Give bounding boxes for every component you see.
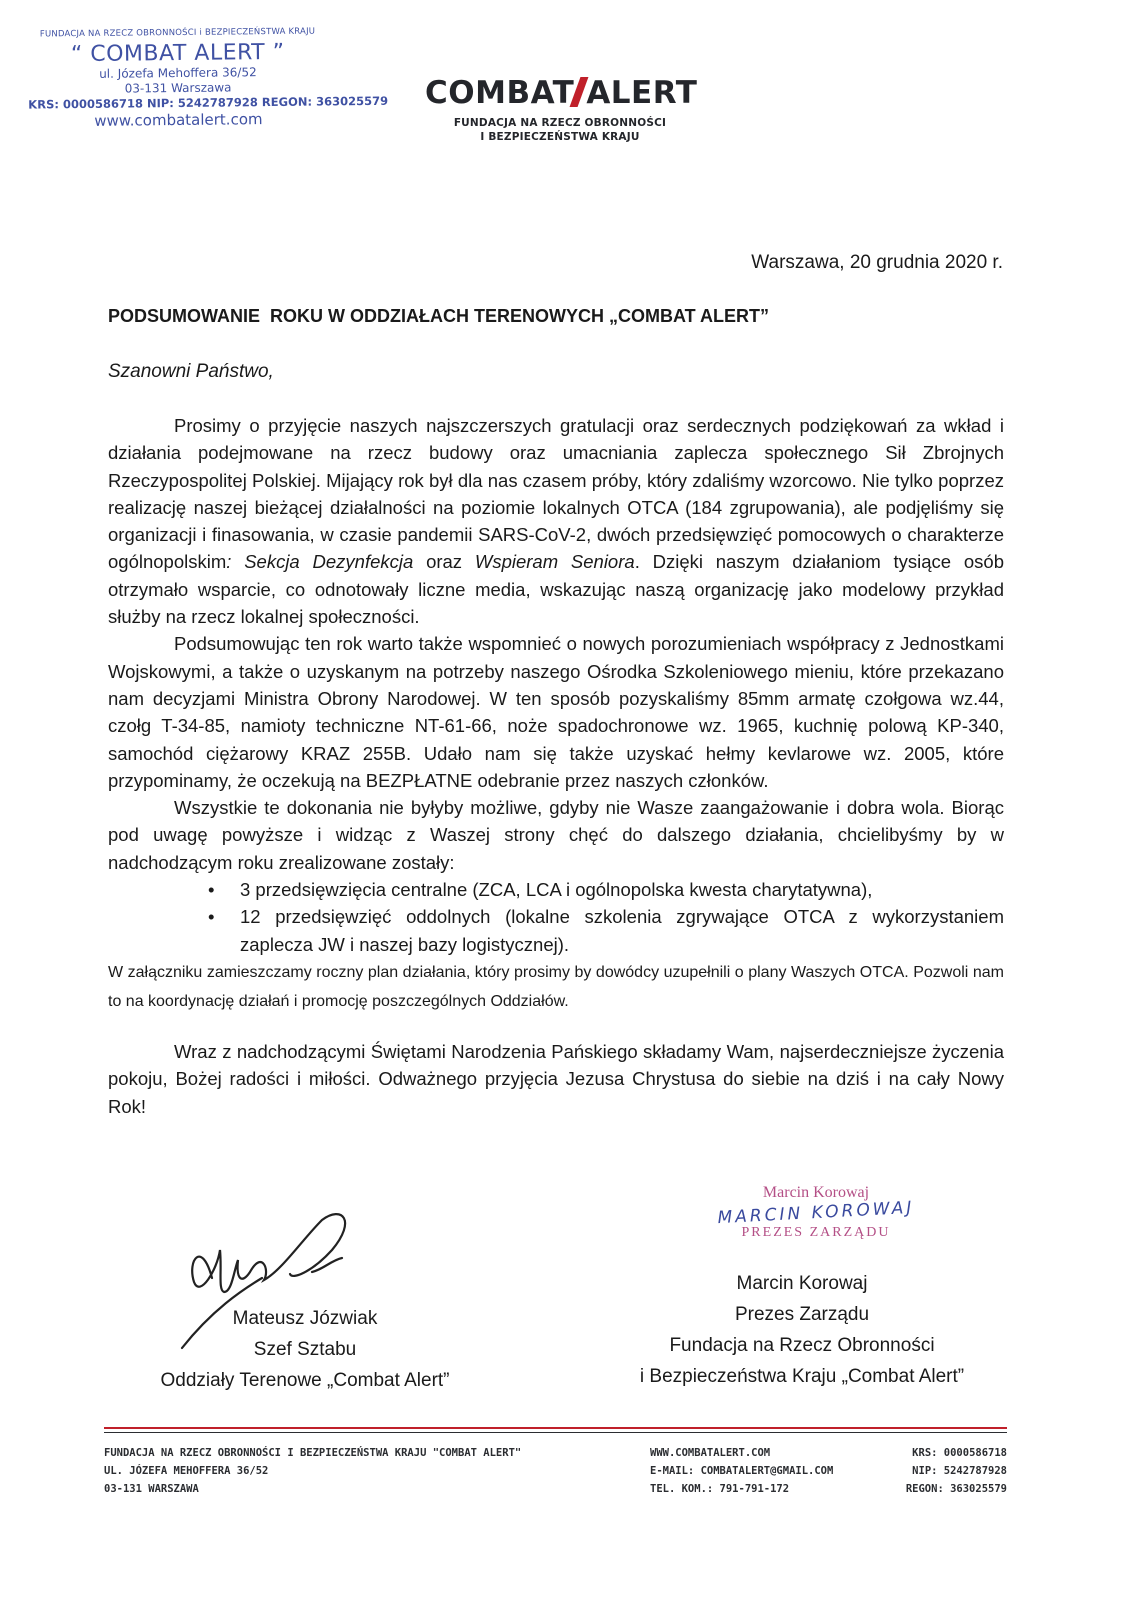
paragraph-1-emphasis-2: Wspieram Seniora: [474, 551, 635, 573]
footer-left-line: UL. JÓZEFA MEHOFFERA 36/52: [104, 1465, 269, 1477]
logo-word-right: ALERT: [586, 75, 698, 111]
paragraph-1-emphasis-1: : Sekcja Dezynfekcja: [226, 551, 414, 573]
footer-address: [104, 1444, 521, 1498]
stamp-name: “ COMBAT ALERT ”: [70, 39, 285, 68]
plan-list: [108, 876, 1004, 958]
paragraph-4: W załączniku zamieszczamy roczny plan działania, który prosimy by dowódcy uzupełnili o plany Waszych OTCA. Pozwoli nam to na koordynację działań i promocję poszczególnych Oddziałów.: [108, 963, 1004, 1010]
logo-word-left: COMBAT: [425, 75, 575, 111]
stamp-address: ul. Józefa Mehoffera 36/52: [99, 65, 257, 81]
letter-body: [108, 412, 1004, 1120]
signature-left: [130, 1303, 480, 1396]
stamp-org: FUNDACJA NA RZECZ OBRONNOŚCI i BEZPIECZEŃSTWA KRAJU: [39, 26, 316, 40]
signature-right: [616, 1268, 988, 1392]
footer-rule-red: [104, 1427, 1007, 1429]
stamp-signer-name: Marcin Korowaj: [762, 1184, 870, 1201]
combat-alert-logo: [425, 74, 698, 144]
list-item: • 3 przedsięwzięcia centralne (ZCA, LCA i ogólnopolska kwesta charytatywna),: [240, 876, 1004, 903]
letter-greeting: Szanowni Państwo,: [108, 361, 274, 382]
handwritten-name: MARCIN KOROWAJ: [717, 1197, 915, 1229]
stamp-city: 03-131 Warszawa: [124, 80, 232, 96]
footer-regon: REGON: 363025579: [905, 1483, 1007, 1495]
paragraph-1-text-2: oraz: [413, 551, 475, 573]
paragraph-1-text-3: . Dzięki naszym działaniom tysiące osób otrzymało wsparcie, co odnotowały liczne media, wskazując naszą organizację jako modelowy przykład służby na rzecz lokalnej społeczności.: [108, 551, 1005, 628]
footer-left-line: 03-131 WARSZAWA: [104, 1483, 199, 1495]
list-item: • 12 przedsięwzięć oddolnych (lokalne szkolenia zgrywające OTCA z wykorzystaniem zaplecza JW i naszej bazy logistycznej).: [240, 903, 1004, 958]
logo-subtitle-1: FUNDACJA NA RZECZ OBRONNOŚCI: [453, 117, 667, 129]
footer-krs: KRS: 0000586718: [912, 1447, 1007, 1459]
signer-org-right-2: i Bezpieczeństwa Kraju „Combat Alert”: [639, 1366, 965, 1387]
stamp-signer-role: PREZES ZARZĄDU: [741, 1225, 891, 1240]
signer-org-right-1: Fundacja na Rzecz Obronności: [669, 1335, 935, 1356]
organization-stamp: [27, 26, 389, 130]
footer-nip: NIP: 5242787928: [912, 1465, 1007, 1477]
stamp-ids: KRS: 0000586718 NIP: 5242787928 REGON: 363025579: [28, 93, 389, 112]
letter-title: PODSUMOWANIE ROKU W ODDZIAŁACH TERENOWYCH „COMBAT ALERT”: [108, 306, 769, 326]
footer-rule-dark: [104, 1432, 1007, 1433]
signer-role-right: Prezes Zarządu: [734, 1304, 870, 1325]
president-stamp: [686, 1184, 946, 1242]
letter-date: Warszawa, 20 grudnia 2020 r.: [751, 252, 1003, 273]
signer-org-left: Oddziały Terenowe „Combat Alert”: [160, 1370, 450, 1391]
footer-website-link[interactable]: WWW.COMBATALERT.COM: [650, 1447, 771, 1459]
footer-email-link[interactable]: E-MAIL: COMBATALERT@GMAIL.COM: [650, 1465, 834, 1477]
footer-contact: [650, 1444, 833, 1498]
signer-name-left: Mateusz Józwiak: [232, 1308, 378, 1329]
signer-name-right: Marcin Korowaj: [736, 1273, 868, 1294]
stamp-web: www.combatalert.com: [94, 110, 263, 130]
paragraph-3: Wszystkie te dokonania nie byłyby możliwe, gdyby nie Wasze zaangażowanie i dobra wola. Biorąc pod uwagę powyższe i widząc z Waszej strony chęć do dalszego działania, chcielibyśmy by w nadchodzącym roku zrealizowane zostały:: [108, 797, 1004, 873]
paragraph-1-text: Prosimy o przyjęcie naszych najszczerszych gratulacji oraz serdecznych podziękowań za wkład i działania podejmowane na rzecz budowy oraz umacniania zaplecza społecznego Sił Zbrojnych Rzeczypospolitej Polskiej. Mijający rok był dla nas czasem próby, który zdaliśmy wzorcowo. Nie tylko poprzez realizację naszej bieżącej działalności na poziomie lokalnych OTCA (184 zgrupowania), ale podjęliśmy się organizacji i finasowania, w czasie pandemii SARS-CoV-2, dwóch przedsięwzięć pomocowych o charakterze ogólnopolskim: [108, 415, 1004, 573]
signer-role-left: Szef Sztabu: [253, 1339, 357, 1360]
footer-registration: [906, 1444, 1007, 1498]
paragraph-5: Wraz z nadchodzącymi Świętami Narodzenia Pańskiego składamy Wam, najserdeczniejsze życzenia pokoju, Bożej radości i miłości. Odważnego przyjęcia Jezusa Chrystusa do siebie na dziś i na cały Nowy Rok!: [108, 1040, 1004, 1117]
paragraph-2: Podsumowując ten rok warto także wspomnieć o nowych porozumieniach współpracy z Jednostkami Wojskowymi, a także o uzyskanym na potrzeby naszego Ośrodka Szkoleniowego mieniu, które przekazano nam decyzjami Ministra Obrony Narodowej. W ten sposób pozyskaliśmy 85mm armatę czołgowa wz.44, czołg T-34-85, namioty techniczne NT-61-66, noże spadochronowe wz. 1965, kuchnię polową KP-340, samochód ciężarowy KRAZ 255B. Udało nam się także uzyskać hełmy kevlarowe wz. 2005, które przypominamy, że oczekują na BEZPŁATNE odebranie przez naszych członków.: [108, 633, 1004, 791]
paragraph-1: [108, 412, 1004, 630]
footer-left-line: FUNDACJA NA RZECZ OBRONNOŚCI I BEZPIECZEŃSTWA KRAJU "COMBAT ALERT": [104, 1447, 522, 1459]
logo-subtitle-2: I BEZPIECZEŃSTWA KRAJU: [480, 131, 640, 143]
footer-phone: TEL. KOM.: 791-791-172: [650, 1483, 790, 1495]
logo-wordmark: [425, 74, 698, 112]
